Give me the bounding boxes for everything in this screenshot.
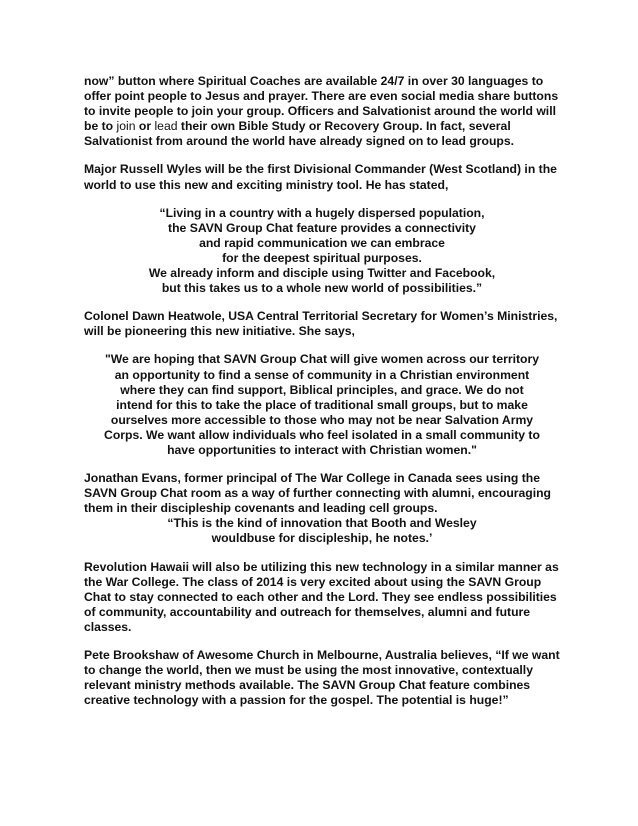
paragraph-heatwole: Colonel Dawn Heatwole, USA Central Territorial Secretary for Women’s Ministries, will be pioneering this new initiative. She says, bbox=[84, 309, 558, 339]
quote-line: “Living in a country with a hugely dispersed population, bbox=[159, 205, 485, 220]
document-body bbox=[84, 74, 560, 721]
quote-line: but this takes us to a whole new world of possibilities.” bbox=[161, 281, 483, 296]
word-join: join bbox=[116, 119, 136, 134]
quote-line: an opportunity to find a sense of community in a Christian environment bbox=[114, 367, 530, 382]
paragraph-brookshaw: Pete Brookshaw of Awesome Church in Melbourne, Australia believes, “If we want to change the world, then we must be using the most innovative, contextually relevant ministry methods available. The SAVN Group Chat feature combines creative technology with a passion for the gospel. The potential is huge!” bbox=[84, 648, 560, 708]
quote-line: for the deepest spiritual purposes. bbox=[222, 250, 422, 265]
quote-line: and rapid communication we can embrace bbox=[199, 235, 445, 250]
word-lead: lead bbox=[154, 119, 178, 134]
quote-evans bbox=[84, 516, 560, 546]
paragraph-intro bbox=[84, 74, 560, 149]
quote-line: We already inform and disciple using Twitter and Facebook, bbox=[148, 266, 496, 281]
paragraph-intro-prefix: now” button where Spiritual Coaches are available 24/7 in over 30 languages to offer point people to Jesus and prayer. There are even social media share buttons to invite people to join your group. Officers and Salvationist around the world will be to bbox=[84, 74, 559, 134]
quote-line: where they can find support, Biblical principles, and grace. We do not bbox=[120, 382, 524, 397]
quote-line: "We are hoping that SAVN Group Chat will give women across our territory bbox=[105, 352, 539, 367]
quote-line: ourselves more accessible to those who may not be near Salvation Army bbox=[110, 412, 534, 427]
paragraph-intro-suffix: their own Bible Study or Recovery Group. In fact, several Salvationist from around the world have already signed on to lead groups. bbox=[84, 119, 515, 149]
quote-wyles bbox=[84, 206, 560, 297]
paragraph-evans: Jonathan Evans, former principal of The War College in Canada sees using the SAVN Group Chat room as a way of further connecting with alumni, encouraging them in their discipleship covenants and leading cell groups. bbox=[84, 471, 552, 516]
quote-line: wouldbuse for discipleship, he notes.’ bbox=[211, 531, 433, 546]
paragraph-revolution-hawaii: Revolution Hawaii will also be utilizing this new technology in a similar manner as the War College. The class of 2014 is very excited about using the SAVN Group Chat to stay connected to each other and the Lord. They see endless possibilities of community, accountability and outreach for themselves, alumni and future classes. bbox=[84, 559, 559, 634]
quote-line: Corps. We want allow individuals who feel isolated in a small community to bbox=[104, 427, 540, 442]
quote-line: intend for this to take the place of traditional small groups, but to make bbox=[116, 397, 528, 412]
quote-line: “This is the kind of innovation that Booth and Wesley bbox=[167, 516, 477, 531]
quote-heatwole bbox=[84, 352, 560, 458]
quote-line: have opportunities to interact with Christian women." bbox=[167, 442, 477, 457]
word-or: or bbox=[135, 119, 155, 134]
paragraph-wyles: Major Russell Wyles will be the first Divisional Commander (West Scotland) in the world to use this new and exciting ministry tool. He has stated, bbox=[84, 162, 557, 192]
quote-line: the SAVN Group Chat feature provides a connectivity bbox=[168, 220, 476, 235]
